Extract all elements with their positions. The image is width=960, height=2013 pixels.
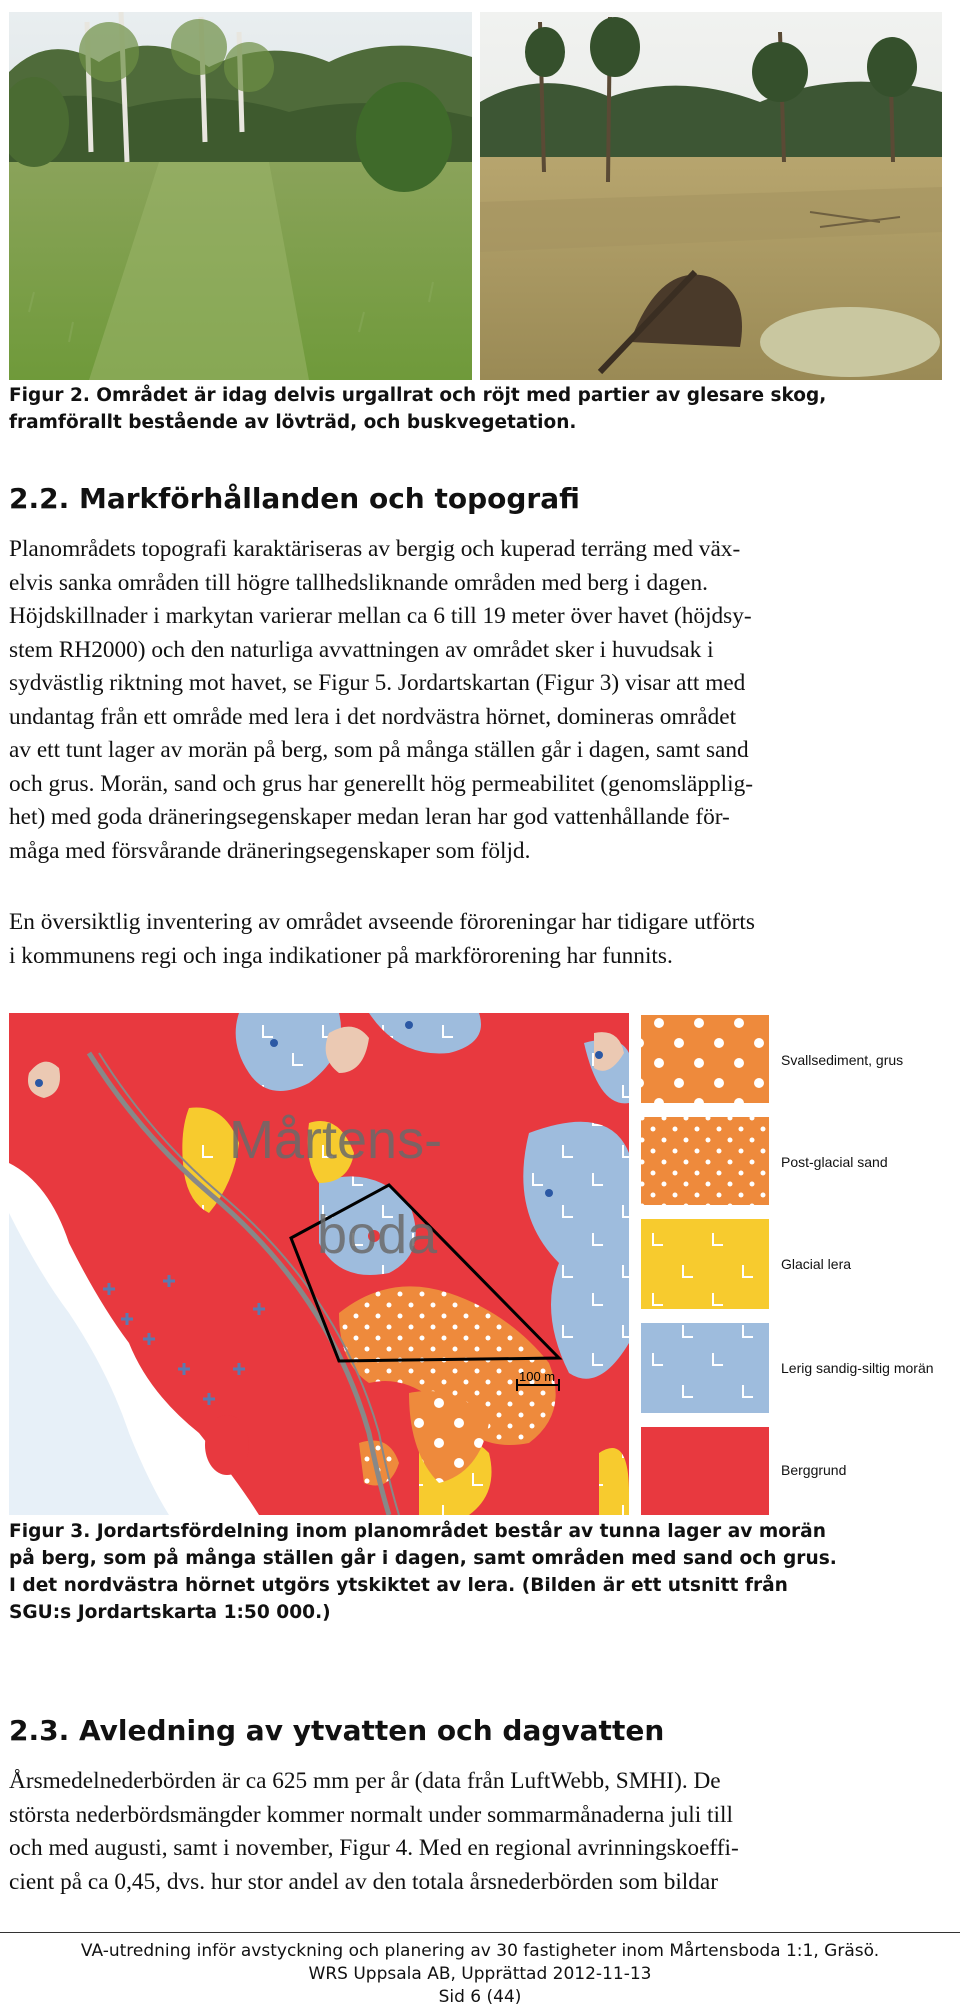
footer-document-title: VA-utredning inför avstyckning och planering av 30 fastigheter inom Mårtensboda 1:1, Gräsö. <box>80 1941 880 1961</box>
text-line: En översiktlig inventering av området avseende föroreningar har tidigare utförts <box>9 909 755 935</box>
photo-meadow-birches <box>9 12 472 380</box>
legend-label: Svallsediment, grus <box>781 1052 904 1068</box>
caption-line: Figur 3. Jordartsfördelning inom planområdet består av tunna lager av morän <box>9 1521 826 1542</box>
paragraph-topography <box>9 533 951 868</box>
text-line: Höjdskillnader i markytan varierar mellan ca 6 till 19 meter över havet (höjdsy- <box>9 603 752 629</box>
section-heading-2-2: 2.2. Markförhållanden och topografi <box>9 482 580 515</box>
caption-line: Figur 2. Området är idag delvis urgallrat och röjt med partier av glesare skog, <box>9 385 827 406</box>
text-line: största nederbördsmängder kommer normalt under sommarmånaderna juli till <box>9 1801 733 1828</box>
legend-swatch-lerig-moran <box>641 1323 769 1413</box>
text-line: stem RH2000) och den naturliga avvattningen av området sker i huvudsak i <box>9 636 714 663</box>
map-place-label: Mårtens- <box>229 1110 443 1170</box>
legend-swatch-glacial-lera <box>641 1219 769 1309</box>
photo-cleared-forest <box>480 12 942 380</box>
section-heading-2-3: 2.3. Avledning av ytvatten och dagvatten <box>9 1714 665 1747</box>
text-line: och grus. Morän, sand och grus har generellt hög permeabilitet (genomsläpplig- <box>9 770 753 797</box>
text-line: i kommunens regi och inga indikationer på markförorening har funnits. <box>9 942 673 969</box>
text-line: sydvästlig riktning mot havet, se Figur 5. Jordartskartan (Figur 3) visar att med <box>9 670 746 696</box>
footer-page-number: Sid 6 (44) <box>438 1987 522 2007</box>
figure-2-caption <box>9 382 951 436</box>
text-line: het) med goda dräneringsegenskaper medan leran har god vattenhållande för- <box>9 804 730 830</box>
text-line: elvis sanka områden till högre tallhedsliknande områden med berg i dagen. <box>9 569 708 596</box>
text-line: Planområdets topografi karaktäriseras av bergig och kuperad terräng med väx- <box>9 536 741 562</box>
legend-swatch-berggrund <box>641 1427 769 1515</box>
caption-line: SGU:s Jordartskarta 1:50 000.) <box>9 1602 331 1623</box>
text-line: och med augusti, samt i november, Figur 4. Med en regional avrinningskoeffi- <box>9 1835 739 1861</box>
legend-label: Glacial lera <box>781 1256 852 1272</box>
text-line: cient på ca 0,45, dvs. hur stor andel av den totala årsnederbörden som bildar <box>9 1868 719 1895</box>
paragraph-precipitation <box>9 1765 951 1899</box>
text-line: måga med försvårande dräneringsegenskaper som följd. <box>9 837 531 864</box>
legend-label: Lerig sandig-siltig morän <box>781 1360 934 1376</box>
footer-divider <box>0 1932 960 1933</box>
legend-label: Post-glacial sand <box>781 1154 888 1170</box>
caption-line: I det nordvästra hörnet utgörs ytskiktet av lera. (Bilden är ett utsnitt från <box>9 1575 788 1596</box>
scale-label: 100 m <box>519 1369 556 1384</box>
footer-company-date: WRS Uppsala AB, Upprättad 2012-11-13 <box>308 1964 652 1984</box>
caption-line: framförallt bestående av lövträd, och buskvegetation. <box>9 412 577 433</box>
paragraph-contamination <box>9 906 951 973</box>
soil-map-figure <box>9 1013 951 1515</box>
map-place-label: boda <box>317 1205 438 1265</box>
legend-swatch-post-glacial-sand <box>641 1117 769 1205</box>
text-line: Årsmedelnederbörden är ca 625 mm per år (data från LuftWebb, SMHI). De <box>9 1768 721 1794</box>
caption-line: på berg, som på många ställen går i dagen, samt områden med sand och grus. <box>9 1548 837 1569</box>
text-line: undantag från ett område med lera i det nordvästra hörnet, domineras området <box>9 703 737 730</box>
text-line: av ett tunt lager av morän på berg, som på många ställen går i dagen, samt sand <box>9 737 749 763</box>
figure-3-caption <box>9 1518 951 1626</box>
legend-label: Berggrund <box>781 1462 847 1478</box>
legend-swatch-svallsediment <box>641 1015 769 1103</box>
